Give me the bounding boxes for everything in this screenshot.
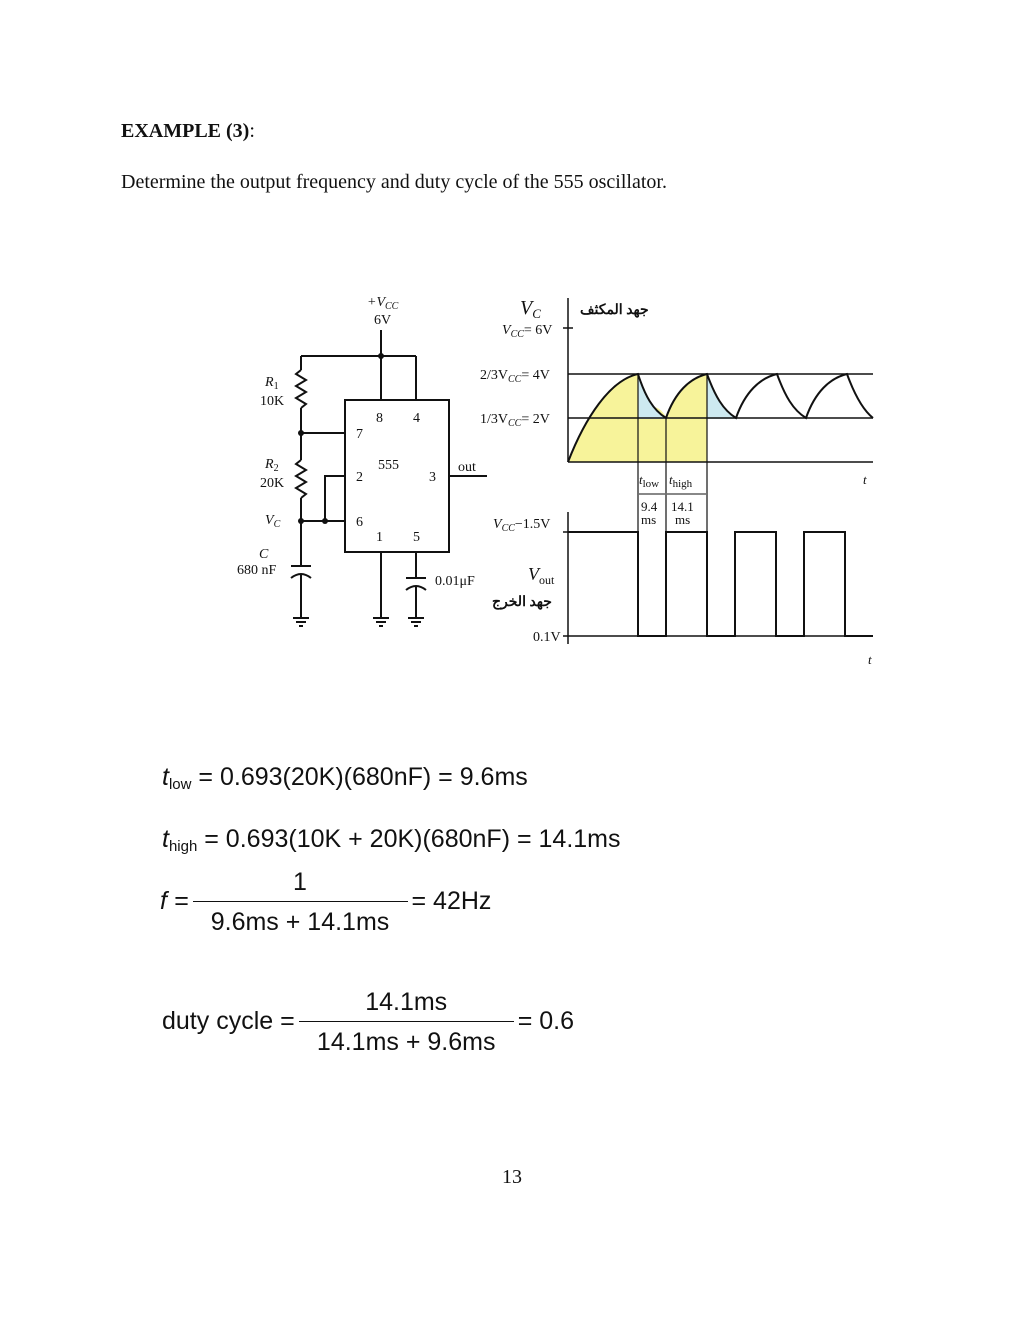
page-number: 13 bbox=[502, 1166, 522, 1188]
freq-numerator: 1 bbox=[293, 868, 307, 896]
circuit-nodes bbox=[298, 353, 384, 524]
c-label: C bbox=[259, 547, 269, 562]
high-level-label: $V_{CC}-1.5V$ bbox=[493, 517, 551, 534]
thigh-sub: high bbox=[168, 838, 198, 855]
duty-result: = 0.6 bbox=[517, 1007, 575, 1036]
example-label: EXAMPLE (3) bbox=[121, 120, 250, 142]
circuit-labels bbox=[237, 295, 476, 589]
pin2-wire bbox=[325, 476, 345, 521]
vc-label: $V_C$ bbox=[265, 513, 281, 530]
node-pin7 bbox=[298, 430, 304, 436]
freq-fraction bbox=[193, 868, 408, 937]
freq-denominator: 9.6ms + 14.1ms bbox=[193, 901, 408, 937]
figure-svg bbox=[225, 288, 885, 673]
thigh-label: $t_{high}$ bbox=[669, 472, 693, 490]
tlow-value-bottom: ms bbox=[641, 512, 657, 527]
low-level-label: 0.1V bbox=[533, 630, 561, 645]
vcc-level-label: $V_{CC}= 6V$ bbox=[502, 323, 553, 340]
tlow-rhs: = 0.693(20K)(680nF) = 9.6ms bbox=[198, 763, 528, 791]
pin-4-label: 4 bbox=[413, 411, 420, 426]
output-label: out bbox=[458, 460, 476, 475]
example-heading bbox=[121, 120, 255, 143]
equation-tlow bbox=[162, 763, 528, 793]
duty-lhs: duty cycle = bbox=[162, 1007, 295, 1036]
example-colon: : bbox=[249, 120, 255, 142]
tlow-label: $t_{low}$ bbox=[639, 472, 660, 490]
problem-statement: Determine the output frequency and duty cycle of the 555 oscillator. bbox=[121, 171, 667, 193]
c-value: 680 nF bbox=[237, 563, 277, 578]
tlow-value-top: 9.4 bbox=[641, 499, 658, 514]
duty-numerator: 14.1ms bbox=[365, 988, 448, 1016]
node-pin8 bbox=[378, 353, 384, 359]
equation-frequency bbox=[160, 868, 491, 937]
r1-label: $R_1$ bbox=[265, 375, 279, 392]
thigh-value-top: 14.1 bbox=[671, 499, 694, 514]
freq-lhs: f = bbox=[160, 887, 189, 916]
supply-label: $+V_{CC}$ bbox=[367, 295, 399, 312]
pin-5-label: 5 bbox=[413, 530, 420, 545]
tlow-sub: low bbox=[168, 776, 192, 793]
duty-denominator: 14.1ms + 9.6ms bbox=[299, 1021, 514, 1057]
thigh-value-bottom: ms bbox=[675, 512, 691, 527]
vout-time-axis-label: t bbox=[868, 652, 872, 667]
r1-resistor bbox=[296, 370, 306, 408]
equation-duty-cycle bbox=[162, 988, 574, 1057]
node-pin2-6 bbox=[322, 518, 328, 524]
control-cap-value: 0.01μF bbox=[435, 574, 475, 589]
pin-2-label: 2 bbox=[356, 470, 363, 485]
pin-6-label: 6 bbox=[356, 515, 363, 530]
pin-3-label: 3 bbox=[429, 470, 436, 485]
ic-name: 555 bbox=[378, 458, 399, 473]
one-third-label: $1/3V_{CC}= 2V$ bbox=[480, 412, 550, 429]
r2-value: 20K bbox=[260, 476, 285, 491]
two-thirds-label: $2/3V_{CC}= 4V$ bbox=[480, 368, 550, 385]
thigh-rhs: = 0.693(10K + 20K)(680nF) = 14.1ms bbox=[204, 825, 621, 853]
tlow-var: t bbox=[162, 763, 169, 791]
vout-label: $V_{out}$ bbox=[528, 564, 555, 587]
r1-value: 10K bbox=[260, 394, 285, 409]
vout-waveform bbox=[568, 532, 873, 636]
node-vc bbox=[298, 518, 304, 524]
pin-8-label: 8 bbox=[376, 411, 383, 426]
graph-vc-label: $V_C$ bbox=[520, 297, 541, 321]
freq-result: = 42Hz bbox=[411, 887, 492, 916]
oscillator-figure bbox=[225, 288, 885, 673]
vc-time-axis-label: t bbox=[863, 472, 867, 487]
duty-fraction bbox=[299, 988, 514, 1057]
r2-resistor bbox=[296, 460, 306, 498]
r2-label: $R_2$ bbox=[265, 457, 279, 474]
output-voltage-graph bbox=[492, 512, 873, 667]
equation-thigh bbox=[162, 825, 621, 855]
pin-7-label: 7 bbox=[356, 427, 363, 442]
pin-1-label: 1 bbox=[376, 530, 383, 545]
vout-arabic: جهد الخرج bbox=[492, 595, 552, 610]
graph-vc-arabic: جهد المكثف bbox=[580, 303, 649, 318]
supply-value: 6V bbox=[374, 313, 392, 328]
second-discharge-fill bbox=[707, 374, 736, 419]
thigh-var: t bbox=[162, 825, 169, 853]
